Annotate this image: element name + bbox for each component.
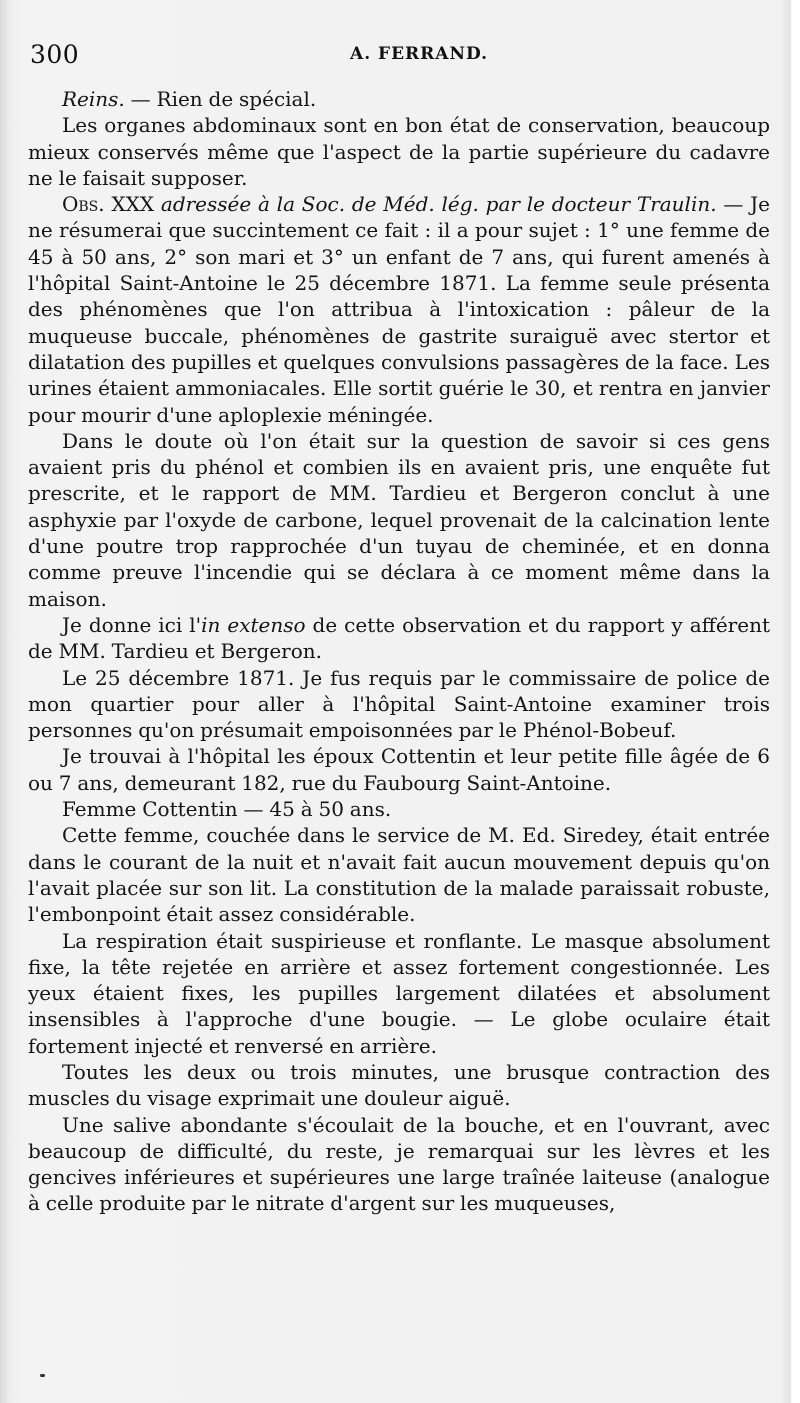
paragraph-femme-cottentin: Femme Cottentin — 45 à 50 ans. (62, 797, 392, 822)
paragraph-salive: Une salive abondante s'écoulait de la bouche, et en l'ouvrant, avec beaucoup de difficulté, du reste, je remarquai sur les lèvres et les gencives inférieures et supérieures une large traînée laiteuse (analogue à celle produite par le nitrate d'argent sur les muqueuses, (28, 1112, 770, 1216)
paragraph-in-extenso (28, 612, 770, 665)
paragraph-organes: Les organes abdominaux sont en bon état de conservation, beaucoup mieux conservés même que l'aspect de la partie supérieure du cadavre ne le faisait supposer. (28, 113, 770, 190)
observation-label: Obs. XXX (62, 192, 155, 217)
italic-phrase: in extenso (201, 612, 306, 637)
paragraph-text: — Rien de spécial. (124, 87, 317, 111)
paragraph-text: — Je ne résumerai que succintement ce fait : il a pour sujet : 1° une femme de 45 à 50 ans, 2° son mari et 3° un enfant de 7 ans, qui furent amenés à l'hôpital Saint-Antoine le 25 décembre 1871. La femme seule présenta des phénomènes que l'on attribua à l'intoxication : pâleur de la muqueuse buccale, phénomènes de gastrite suraiguë avec stertor et dilatation des pupilles et quelques convulsions passagères de la face. Les urines étaient ammoniacales. Elle sortit guérie le 30, et rentra en janvier pour mourir d'une aploplexie méningée. (28, 192, 770, 427)
running-head: A. FERRAND. (350, 44, 489, 64)
paragraph-hopital: Je trouvai à l'hôpital les époux Cottentin et leur petite fille âgée de 6 ou 7 ans, demeurant 182, rue du Faubourg Saint-Antoine. (28, 744, 770, 795)
paragraph-reins (28, 86, 770, 112)
paragraph-requisition: Le 25 décembre 1871. Je fus requis par le commissaire de police de mon quartier pour aller à l'hôpital Saint-Antoine examiner trois personnes qu'on présumait empoisonnées par le Phénol-Bobeuf. (28, 665, 770, 743)
page-number: 300 (30, 40, 80, 69)
print-speck (40, 1374, 45, 1377)
paragraph-contraction: Toutes les deux ou trois minutes, une brusque contraction des muscles du visage exprimait une douleur aiguë. (28, 1059, 770, 1111)
body-text (28, 86, 770, 1217)
paragraph-text: de cette observation et du rapport y afférent de MM. Tardieu et Bergeron. (28, 612, 770, 664)
paragraph-respiration: La respiration était suspirieuse et ronflante. Le masque absolument fixe, la tête rejetée en arrière et assez fortement congestionnée. Les yeux étaient fixes, les pupilles largement dilatées et absolument insensibles à l'approche d'une bougie. — Le globe oculaire était fortement injecté et renversé en arrière. (28, 928, 770, 1058)
paragraph-service: Cette femme, couchée dans le service de M. Ed. Siredey, était entrée dans le courant de la nuit et n'avait fait aucun mouvement depuis qu'on l'avait placée sur son lit. La constitution de la malade paraissait robuste, l'embonpoint était assez considérable. (28, 823, 770, 927)
paragraph-enquete: Dans le doute où l'on était sur la question de savoir si ces gens avaient pris du phénol et combien ils en avaient pris, une enquête fut prescrite, et le rapport de MM. Tardieu et Bergeron conclut à une asphyxie par l'oxyde de carbone, lequel provenait de la calcination lente d'une poutre trop rapprochée d'un tuyau de cheminée, et en donna comme preuve l'incendie qui se déclara à ce moment même dans la maison. (28, 428, 770, 611)
paragraph-lead: Reins. (62, 87, 125, 111)
paragraph-text: Je donne ici l' (62, 612, 202, 637)
paragraph-observation-30 (28, 191, 770, 428)
observation-source: adressée à la Soc. de Méd. lég. par le docteur Traulin. (154, 192, 717, 217)
page-header (30, 40, 770, 80)
